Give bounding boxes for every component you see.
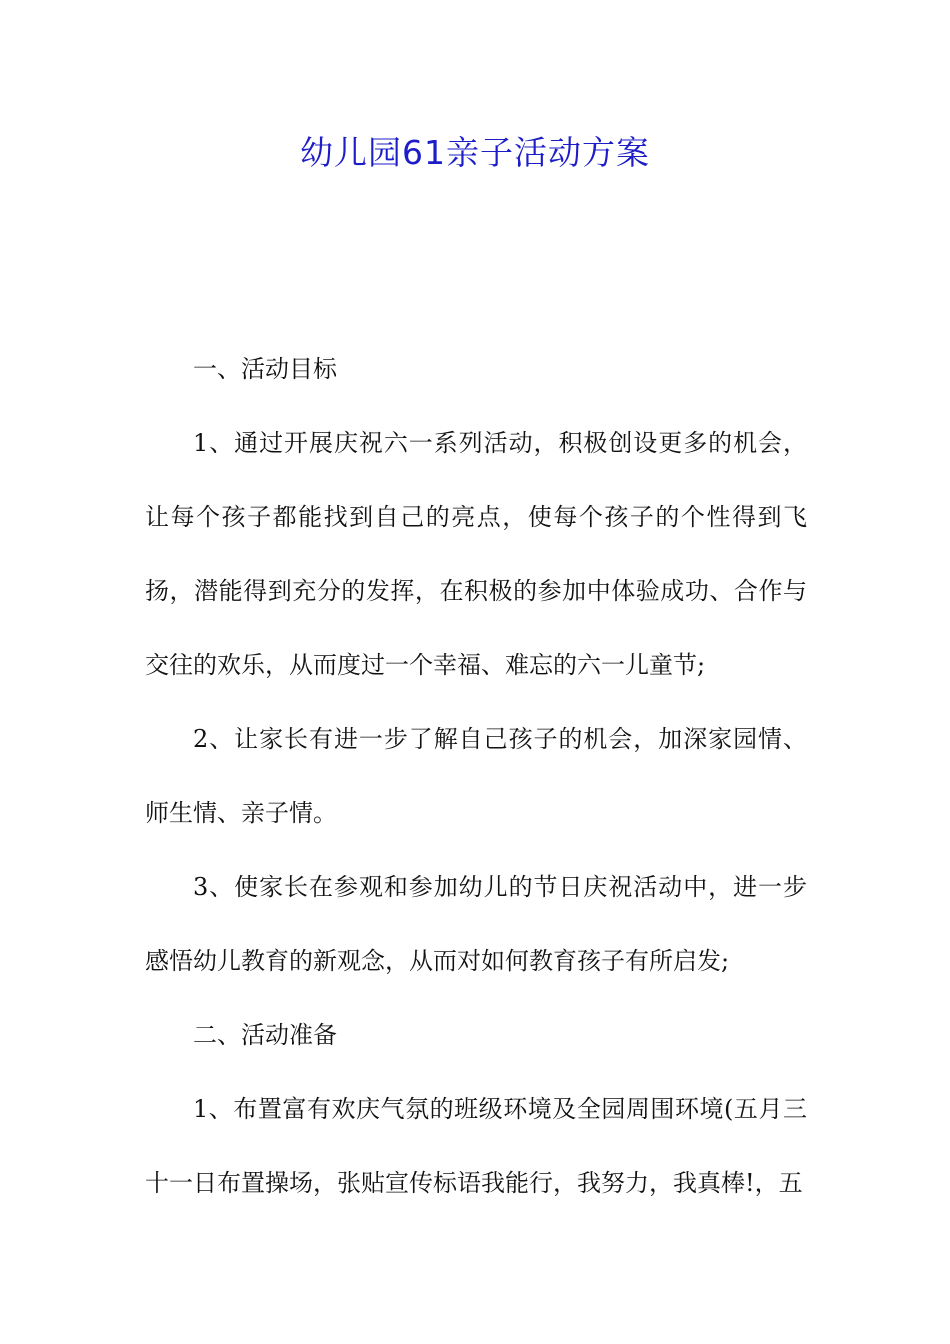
document-body <box>145 332 807 1220</box>
paragraph: 1、通过开展庆祝六一系列活动，积极创设更多的机会，让每个孩子都能找到自己的亮点，使每个孩子的个性得到飞扬，潜能得到充分的发挥，在积极的参加中体验成功、合作与交往的欢乐，从而度过一个幸福、难忘的六一儿童节; <box>145 429 807 679</box>
paragraph: 3、使家长在参观和参加幼儿的节日庆祝活动中，进一步感悟幼儿教育的新观念，从而对如何教育孩子有所启发; <box>145 873 807 975</box>
page-title: 幼儿园61亲子活动方案 <box>300 133 650 172</box>
section-heading: 二、活动准备 <box>193 1021 337 1049</box>
paragraph: 1、布置富有欢庆气氛的班级环境及全园周围环境(五月三十一日布置操场，张贴宣传标语我能行，我努力，我真棒!，五 <box>145 1095 807 1197</box>
paragraph: 2、让家长有进一步了解自己孩子的机会，加深家园情、师生情、亲子情。 <box>145 725 807 827</box>
section-heading: 一、活动目标 <box>193 355 337 383</box>
